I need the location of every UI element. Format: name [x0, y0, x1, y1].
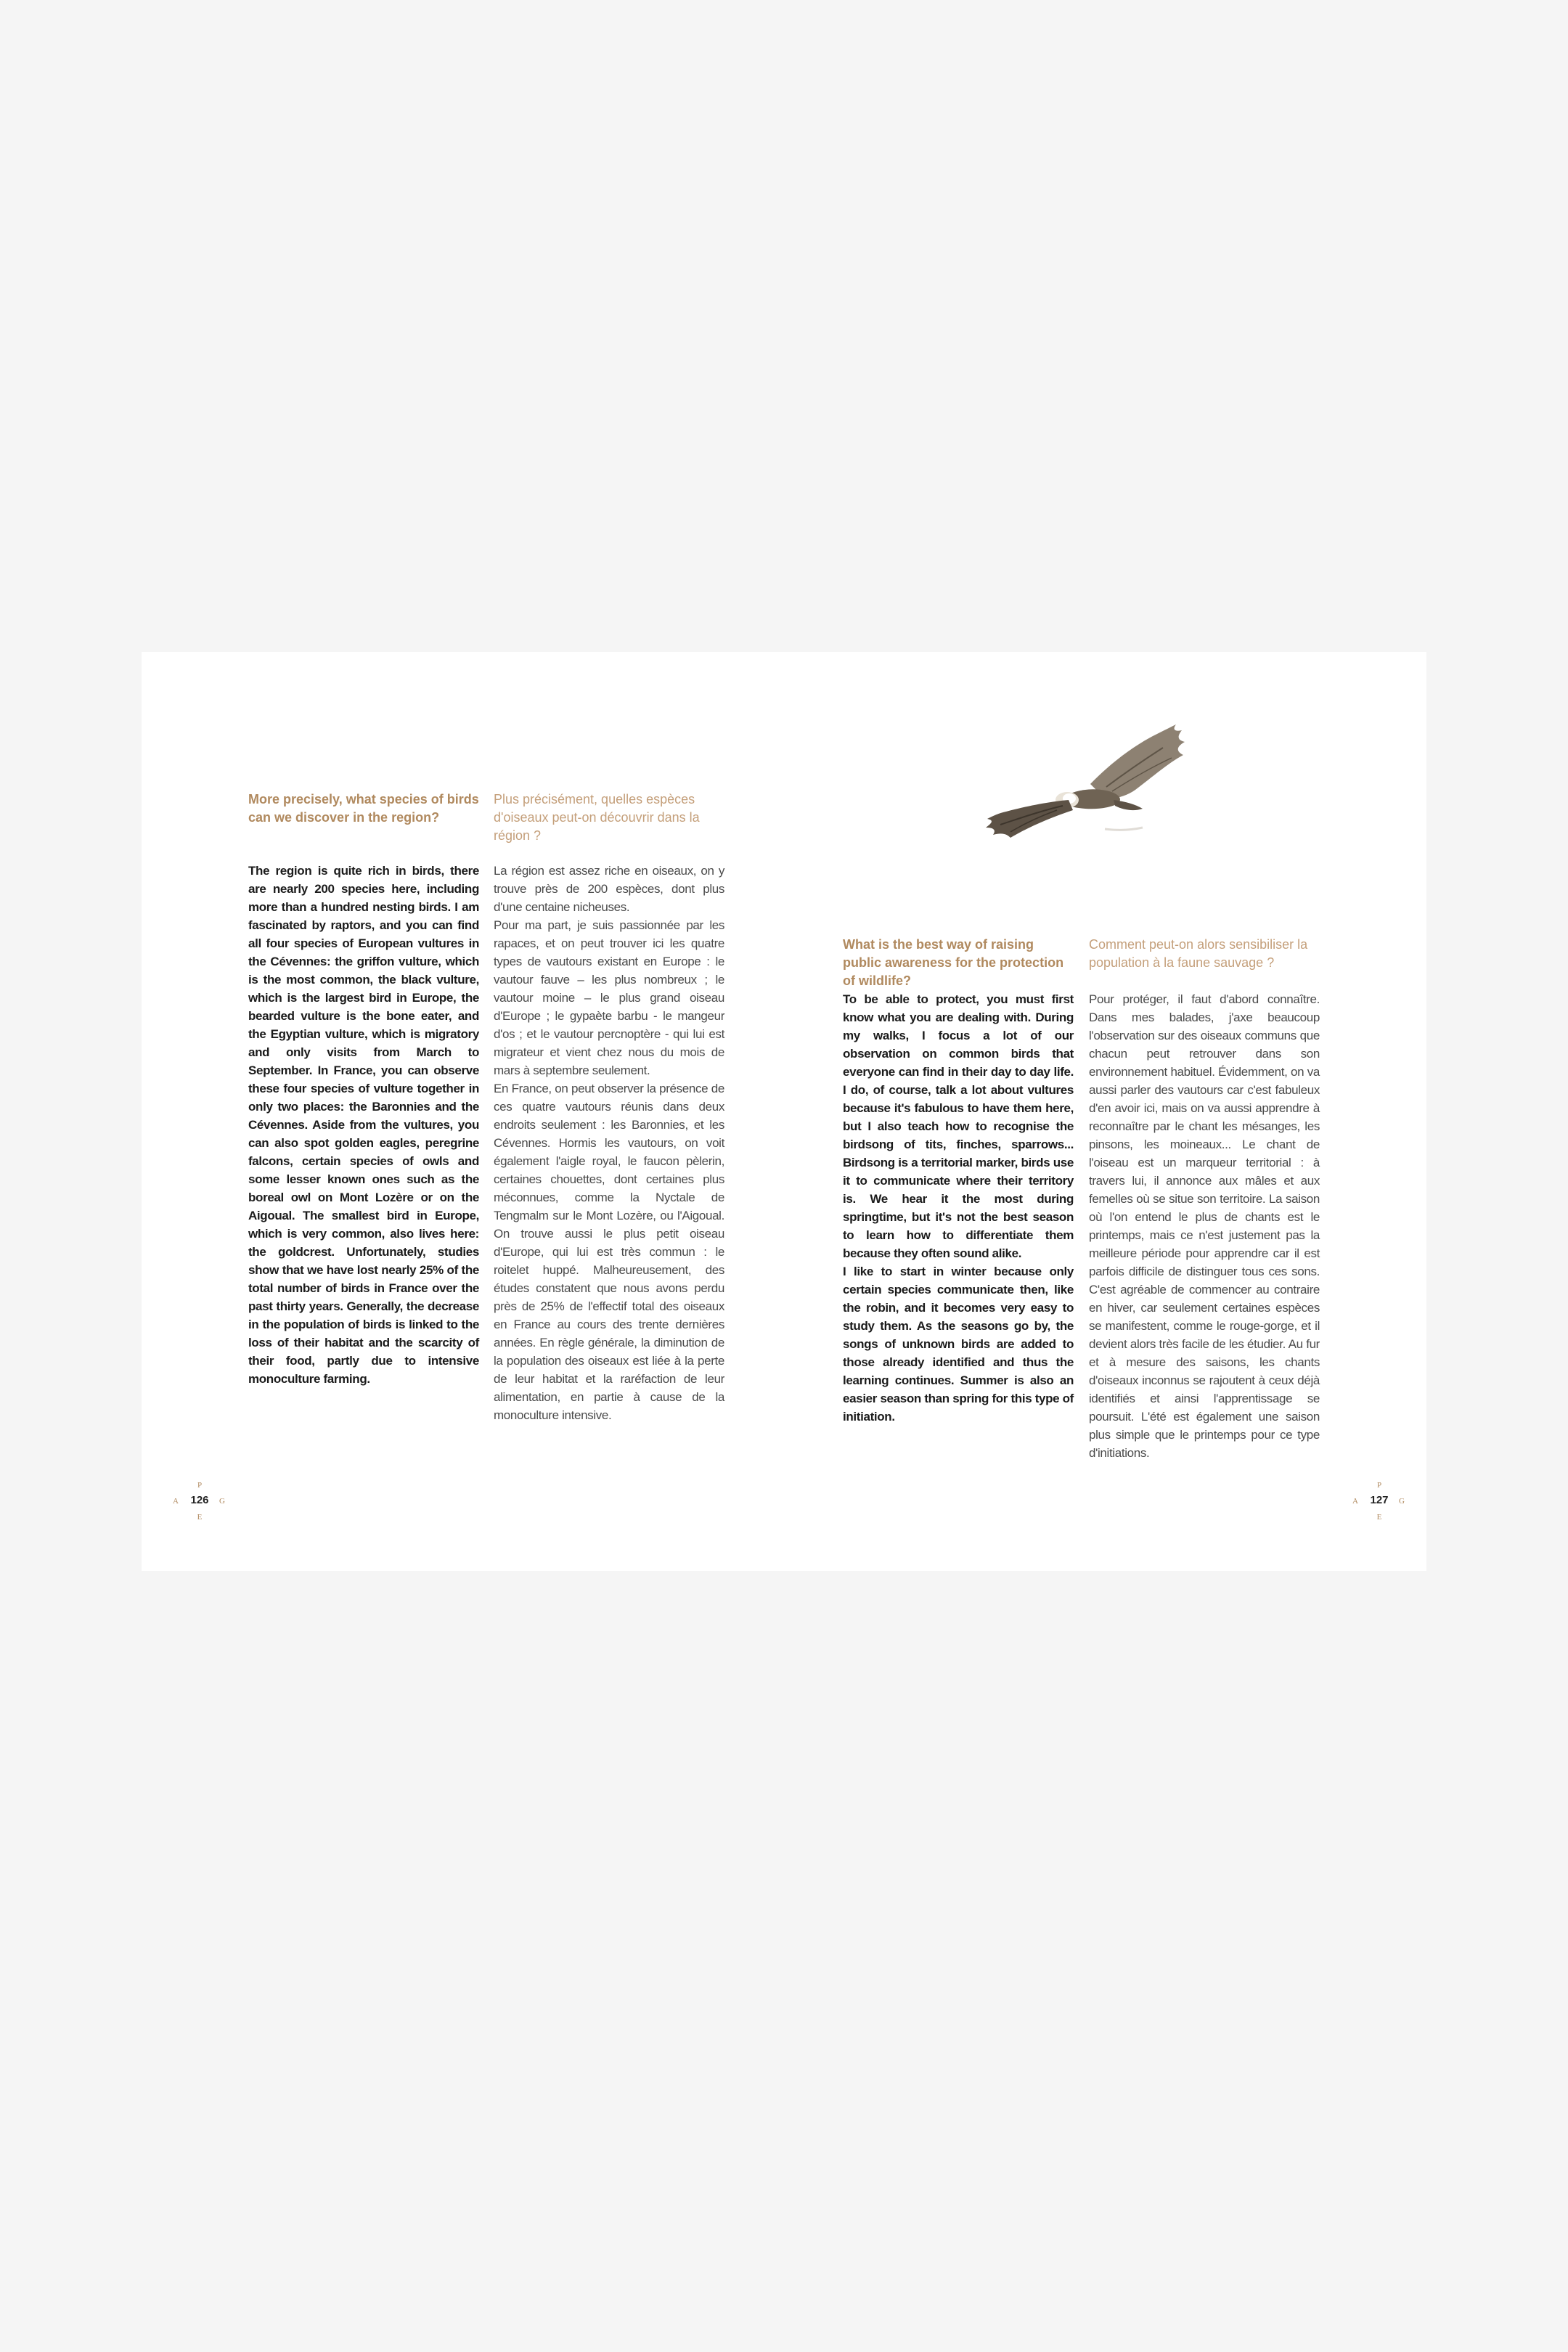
page-number-left — [171, 1481, 229, 1532]
left-answer-fr — [494, 862, 724, 1424]
folio-mark-right: G — [219, 1497, 225, 1506]
folio-mark-top: P — [1376, 1481, 1382, 1490]
right-answer-en-paragraph: To be able to protect, you must first know what you are dealing with. During my walks, I focus a lot of our observation on common birds that everyone can find in their day to day life. I do, of course, talk a lot about vultures because it's fabulous to have them here, but I also teach how to recognise the birdsong of tits, finches, sparrows... Birdsong is a territorial marker, birds use it to communicate where their territory is. We hear it the most during springtime, but it's not the best season to learn how to differentiate them because they often sound alike. — [843, 992, 1074, 1260]
folio-mark-right: G — [1399, 1497, 1405, 1506]
right-question-en: What is the best way of raising public awareness for the protection of wildlife? — [843, 937, 1064, 988]
folio-mark-left: A — [1352, 1497, 1358, 1506]
right-answer-en-paragraph: I like to start in winter because only certain species communicate then, like the robin, and it becomes very easy to study them. As the seasons go by, the songs of unknown birds are added to those already identified and thus the learning continues. Summer is also an easier season than spring for this type of initiation. — [843, 1265, 1074, 1424]
vulture-far-wing — [1090, 724, 1185, 799]
vulture-near-wing — [986, 800, 1073, 838]
folio-mark-bottom: E — [1376, 1513, 1382, 1522]
left-answer-fr-paragraph: Pour ma part, je suis passionnée par les rapaces, et on peut trouver ici les quatre types de vautours existant en Europe : le vautour fauve – les plus nombreux ; le vautour moine – le plus grand oiseau d'Europe ; le gypaète barbu - le mangeur d'os ; et le vautour percnoptère - qui lui est migrateur et vient chez nous du mois de mars à septembre seulement. — [494, 918, 724, 1077]
page-number: 127 — [1370, 1494, 1389, 1506]
right-answer-en — [843, 990, 1074, 1426]
left-question-en: More precisely, what species of birds can we discover in the region? — [248, 792, 479, 825]
folio-mark-top: P — [197, 1481, 203, 1490]
folio-mark-bottom: E — [197, 1513, 203, 1522]
left-answer-fr-paragraph: La région est assez riche en oiseaux, on y trouve près de 200 espèces, dont plus d'une centaine nicheuses. — [494, 864, 724, 914]
page-number: 126 — [190, 1494, 209, 1506]
folio-mark-left: A — [173, 1497, 179, 1506]
vulture-illustration — [981, 720, 1199, 844]
book-spread — [142, 652, 1426, 1571]
left-answer-fr-paragraph: En France, on peut observer la présence de ces quatre vautours réunis dans deux endroits seulement : les Baronnies, et les Cévennes. Hormis les vautours, on voit également l'aigle royal, le faucon pèlerin, certaines chouettes, dont certaines plus méconnues, comme la Nyctale de Tengmalm sur le Mont Lozère, ou l'Aigoual. On trouve aussi le plus petit oiseau d'Europe, qui lui est très commun : le roitelet huppé. Malheureusement, des études constatent que nous avons perdu près de 25% de l'effectif total des oiseaux en France au cours des trente dernières années. En règle générale, la diminution de la population des oiseaux est liée à la perte de leur habitat et la raréfaction de leur alimentation, en partie à cause de la monoculture intensive. — [494, 1082, 724, 1422]
page-number-right — [1350, 1481, 1408, 1532]
right-answer-fr: Pour protéger, il faut d'abord connaître. Dans mes balades, j'axe beaucoup l'observation sur des oiseaux communs que chacun peut retrouver dans son environnement habituel. Évidemment, on va aussi parler des vautours car c'est fabuleux d'en avoir ici, mais on va aussi apprendre à reconnaître par le chant les mésanges, les pinsons, les moineaux... Le chant de l'oiseau est un marqueur territorial : à travers lui, il annonce aux mâles et aux femelles où se situe son territoire. La saison où l'on entend le plus de chants est le printemps, mais ce n'est justement pas la meilleure période pour apprendre car il est parfois difficile de distinguer tous ces sons. C'est agréable de commencer au contraire en hiver, car seulement certaines espèces se manifestent, comme le rouge-gorge, et il devient alors très facile de les étudier. Au fur et à mesure des saisons, les chants d'oiseaux inconnus se rajoutent à ceux déjà identifiés et ainsi l'apprentissage se poursuit. L'été est également une saison plus simple que le printemps pour ce type d'initiations. — [1089, 992, 1320, 1460]
right-question-fr: Comment peut-on alors sensibiliser la population à la faune sauvage ? — [1089, 937, 1308, 970]
left-answer-en: The region is quite rich in birds, there are nearly 200 species here, including more than a hundred nesting birds. I am fascinated by raptors, and you can find all four species of European vultures in the Cévennes: the griffon vulture, which is the most common, the black vulture, which is the largest bird in Europe, the bearded vulture is the bone eater, and the Egyptian vulture, which is migratory and only visits from March to September. In France, you can observe these four species of vulture together in only two places: the Baronnies and the Cévennes. Aside from the vultures, you can also spot golden eagles, peregrine falcons, certain species of owls and some lesser known ones such as the boreal owl on Mont Lozère or on the Aigoual. The smallest bird in Europe, which is very common, also lives here: the goldcrest. Unfortunately, studies show that we have lost nearly 25% of the total number of birds in France over the past thirty years. Generally, the decrease in the population of birds is linked to the loss of their habitat and the scarcity of their food, partly due to intensive monoculture farming. — [248, 864, 479, 1386]
left-question-fr: Plus précisément, quelles espèces d'oiseaux peut-on découvrir dans la région ? — [494, 792, 700, 843]
